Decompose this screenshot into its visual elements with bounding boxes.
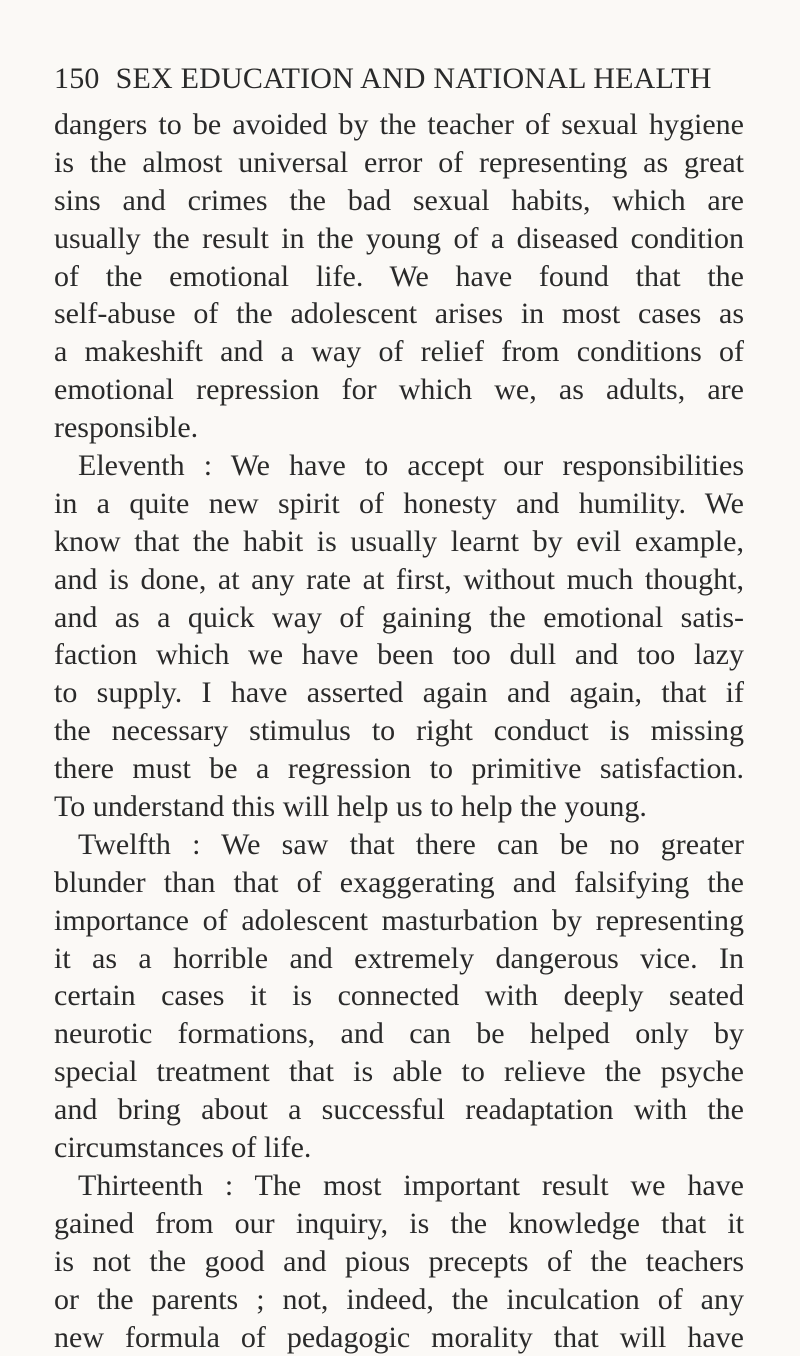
text-line: importance of adolescent masturbation by representing bbox=[54, 902, 744, 940]
text-line: and as a quick way of gaining the emotional satis- bbox=[54, 599, 744, 637]
text-line: is not the good and pious precepts of the teachers bbox=[54, 1243, 744, 1281]
text-line: special treatment that is able to relieve the psyche bbox=[54, 1053, 744, 1091]
paragraph-start-line: Eleventh : We have to accept our responsibilities bbox=[54, 447, 744, 485]
text-line: it as a horrible and extremely dangerous vice. In bbox=[54, 940, 744, 978]
text-line: blunder than that of exaggerating and falsifying the bbox=[54, 864, 744, 902]
running-title: SEX EDUCATION AND NATIONAL HEALTH bbox=[116, 62, 712, 95]
text-line: a makeshift and a way of relief from conditions of bbox=[54, 333, 744, 371]
text-line: gained from our inquiry, is the knowledge that it bbox=[54, 1205, 744, 1243]
text-line: sins and crimes the bad sexual habits, which are bbox=[54, 182, 744, 220]
text-line: new formula of pedagogic morality that will have bbox=[54, 1319, 744, 1356]
text-line: To understand this will help us to help the young. bbox=[54, 788, 744, 826]
text-line: or the parents ; not, indeed, the inculcation of any bbox=[54, 1281, 744, 1319]
text-line: certain cases it is connected with deeply seated bbox=[54, 977, 744, 1015]
text-line: emotional repression for which we, as adults, are bbox=[54, 371, 744, 409]
text-line: circumstances of life. bbox=[54, 1129, 744, 1167]
running-header bbox=[54, 59, 754, 99]
text-line: self-abuse of the adolescent arises in most cases as bbox=[54, 295, 744, 333]
page-number: 150 bbox=[54, 59, 100, 99]
text-line: of the emotional life. We have found that the bbox=[54, 258, 744, 296]
body-text bbox=[54, 106, 744, 1356]
text-line: dangers to be avoided by the teacher of sexual hygiene bbox=[54, 106, 744, 144]
paragraph-start-line: Twelfth : We saw that there can be no greater bbox=[54, 826, 744, 864]
paragraph-start-line: Thirteenth : The most important result we have bbox=[54, 1167, 744, 1205]
text-line: there must be a regression to primitive satisfaction. bbox=[54, 750, 744, 788]
text-line: usually the result in the young of a diseased condition bbox=[54, 220, 744, 258]
text-line: to supply. I have asserted again and again, that if bbox=[54, 674, 744, 712]
text-line: neurotic formations, and can be helped only by bbox=[54, 1015, 744, 1053]
text-line: is the almost universal error of representing as great bbox=[54, 144, 744, 182]
text-line: responsible. bbox=[54, 409, 744, 447]
text-line: the necessary stimulus to right conduct is missing bbox=[54, 712, 744, 750]
text-line: in a quite new spirit of honesty and humility. We bbox=[54, 485, 744, 523]
text-line: and bring about a successful readaptation with the bbox=[54, 1091, 744, 1129]
text-line: and is done, at any rate at first, without much thought, bbox=[54, 561, 744, 599]
text-line: know that the habit is usually learnt by evil example, bbox=[54, 523, 744, 561]
text-line: faction which we have been too dull and too lazy bbox=[54, 636, 744, 674]
